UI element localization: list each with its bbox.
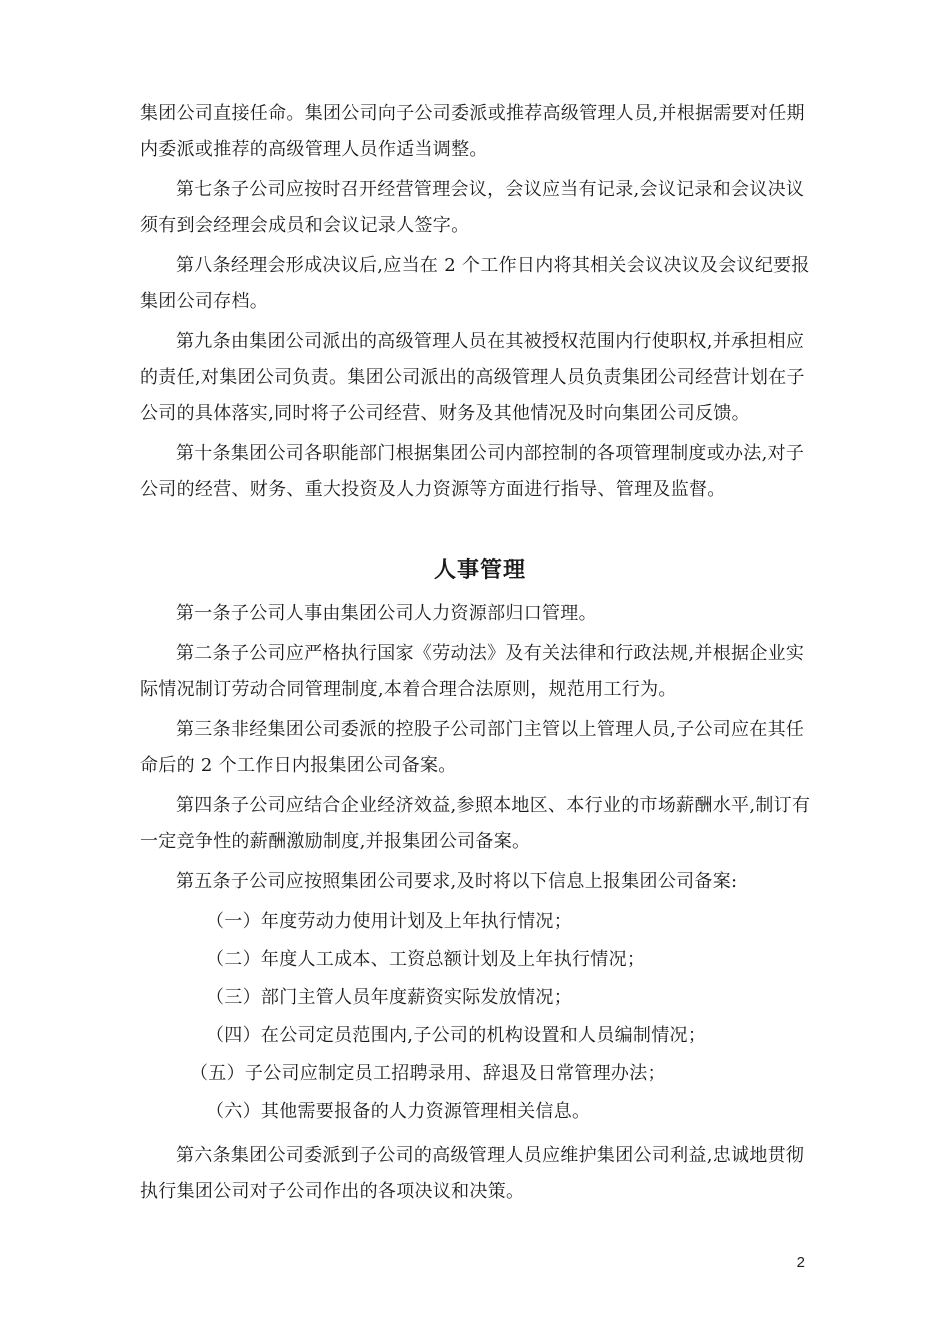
paragraph-article-9: 第九条由集团公司派出的高级管理人员在其被授权范围内行使职权,并承担相应的责任,对集团公司负责。集团公司派出的高级管理人员负责集团公司经营计划在子公司的具体落实,同时将子公司经营、财务及其他情况及时向集团公司反馈。 bbox=[140, 331, 805, 424]
list-item: （四）在公司定员范围内,子公司的机构设置和人员编制情况； bbox=[206, 1025, 707, 1046]
paragraph-hr-article-1: 第一条子公司人事由集团公司人力资源部归口管理。 bbox=[176, 603, 597, 624]
page-number: 2 bbox=[796, 1254, 805, 1271]
list-item: （二）年度人工成本、工资总额计划及上年执行情况； bbox=[206, 949, 646, 970]
paragraph-article-7: 第七条子公司应按时召开经营管理会议，会议应当有记录,会议记录和会议决议须有到会经理会成员和会议记录人签字。 bbox=[140, 179, 805, 236]
paragraph-hr-article-2: 第二条子公司应严格执行国家《劳动法》及有关法律和行政法规,并根据企业实际情况制订劳动合同管理制度,本着合理合法原则，规范用工行为。 bbox=[140, 643, 805, 700]
paragraph-hr-article-4: 第四条子公司应结合企业经济效益,参照本地区、本行业的市场薪酬水平,制订有一定竞争性的薪酬激励制度,并报集团公司备案。 bbox=[140, 795, 811, 852]
paragraph-continuation: 集团公司直接任命。集团公司向子公司委派或推荐高级管理人员,并根据需要对任期内委派或推荐的高级管理人员作适当调整。 bbox=[140, 103, 805, 160]
paragraph-hr-article-3: 第三条非经集团公司委派的控股子公司部门主管以上管理人员,子公司应在其任命后的 2 个工作日内报集团公司备案。 bbox=[140, 719, 805, 776]
paragraph-hr-article-6: 第六条集团公司委派到子公司的高级管理人员应维护集团公司利益,忠诚地贯彻执行集团公司对子公司作出的各项决议和决策。 bbox=[140, 1145, 805, 1202]
list-item: （一）年度劳动力使用计划及上年执行情况； bbox=[206, 911, 572, 932]
document-body bbox=[140, 96, 820, 1214]
section-heading: 人事管理 bbox=[433, 557, 526, 583]
paragraph-article-10: 第十条集团公司各职能部门根据集团公司内部控制的各项管理制度或办法,对子公司的经营、财务、重大投资及人力资源等方面进行指导、管理及监督。 bbox=[140, 443, 805, 500]
paragraph-article-8: 第八条经理会形成决议后,应当在 2 个工作日内将其相关会议决议及会议纪要报集团公司存档。 bbox=[140, 255, 810, 312]
list-item: （六）其他需要报备的人力资源管理相关信息。 bbox=[206, 1101, 591, 1122]
section-spacer bbox=[140, 512, 820, 550]
list-item: （三）部门主管人员年度薪资实际发放情况； bbox=[206, 987, 572, 1008]
paragraph-hr-article-5: 第五条子公司应按照集团公司要求,及时将以下信息上报集团公司备案: bbox=[176, 871, 738, 892]
list-item: （五）子公司应制定员工招聘录用、辞退及日常管理办法； bbox=[190, 1063, 666, 1084]
filing-items-list bbox=[140, 904, 820, 1130]
